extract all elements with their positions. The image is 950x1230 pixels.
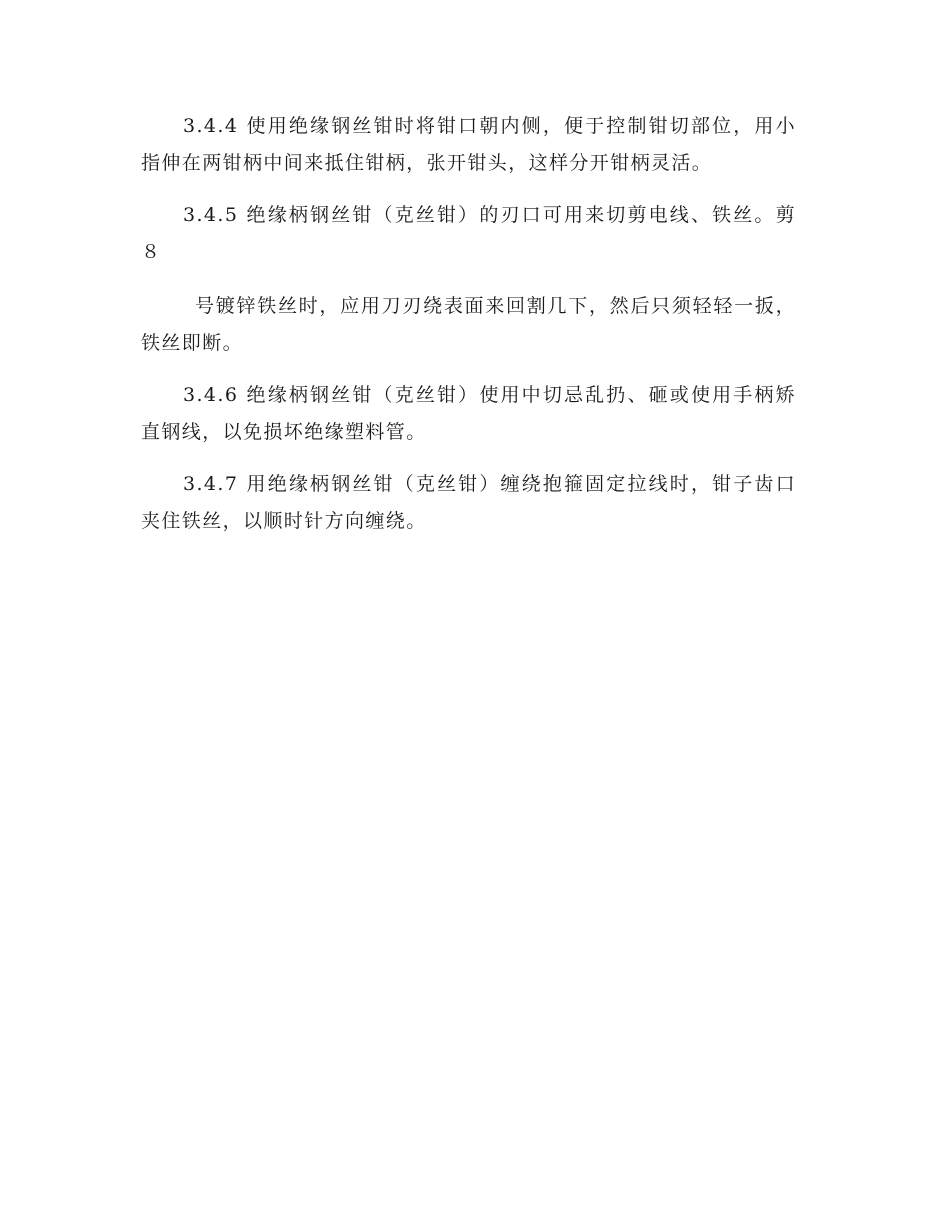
paragraph-3-4-6: 3.4.6 绝缘柄钢丝钳（克丝钳）使用中切忌乱扔、砸或使用手柄矫直钢线，以免损坏绝缘塑料管。 [141,384,796,443]
paragraph-3-4-4: 3.4.4 使用绝缘钢丝钳时将钳口朝内侧，便于控制钳切部位，用小指伸在两钳柄中间来抵住钳柄，张开钳头，这样分开钳柄灵活。 [141,115,796,174]
paragraph-3-4-5: 3.4.5 绝缘柄钢丝钳（克丝钳）的刃口可用来切剪电线、铁丝。剪８ [141,204,796,263]
paragraph-3-4-5-continued: 号镀锌铁丝时，应用刀刃绕表面来回割几下，然后只须轻轻一扳，铁丝即断。 [141,295,796,354]
paragraph-3-4-7: 3.4.7 用绝缘柄钢丝钳（克丝钳）缠绕抱箍固定拉线时，钳子齿口夹住铁丝，以顺时针方向缠绕。 [141,473,796,532]
document-body [141,108,796,540]
